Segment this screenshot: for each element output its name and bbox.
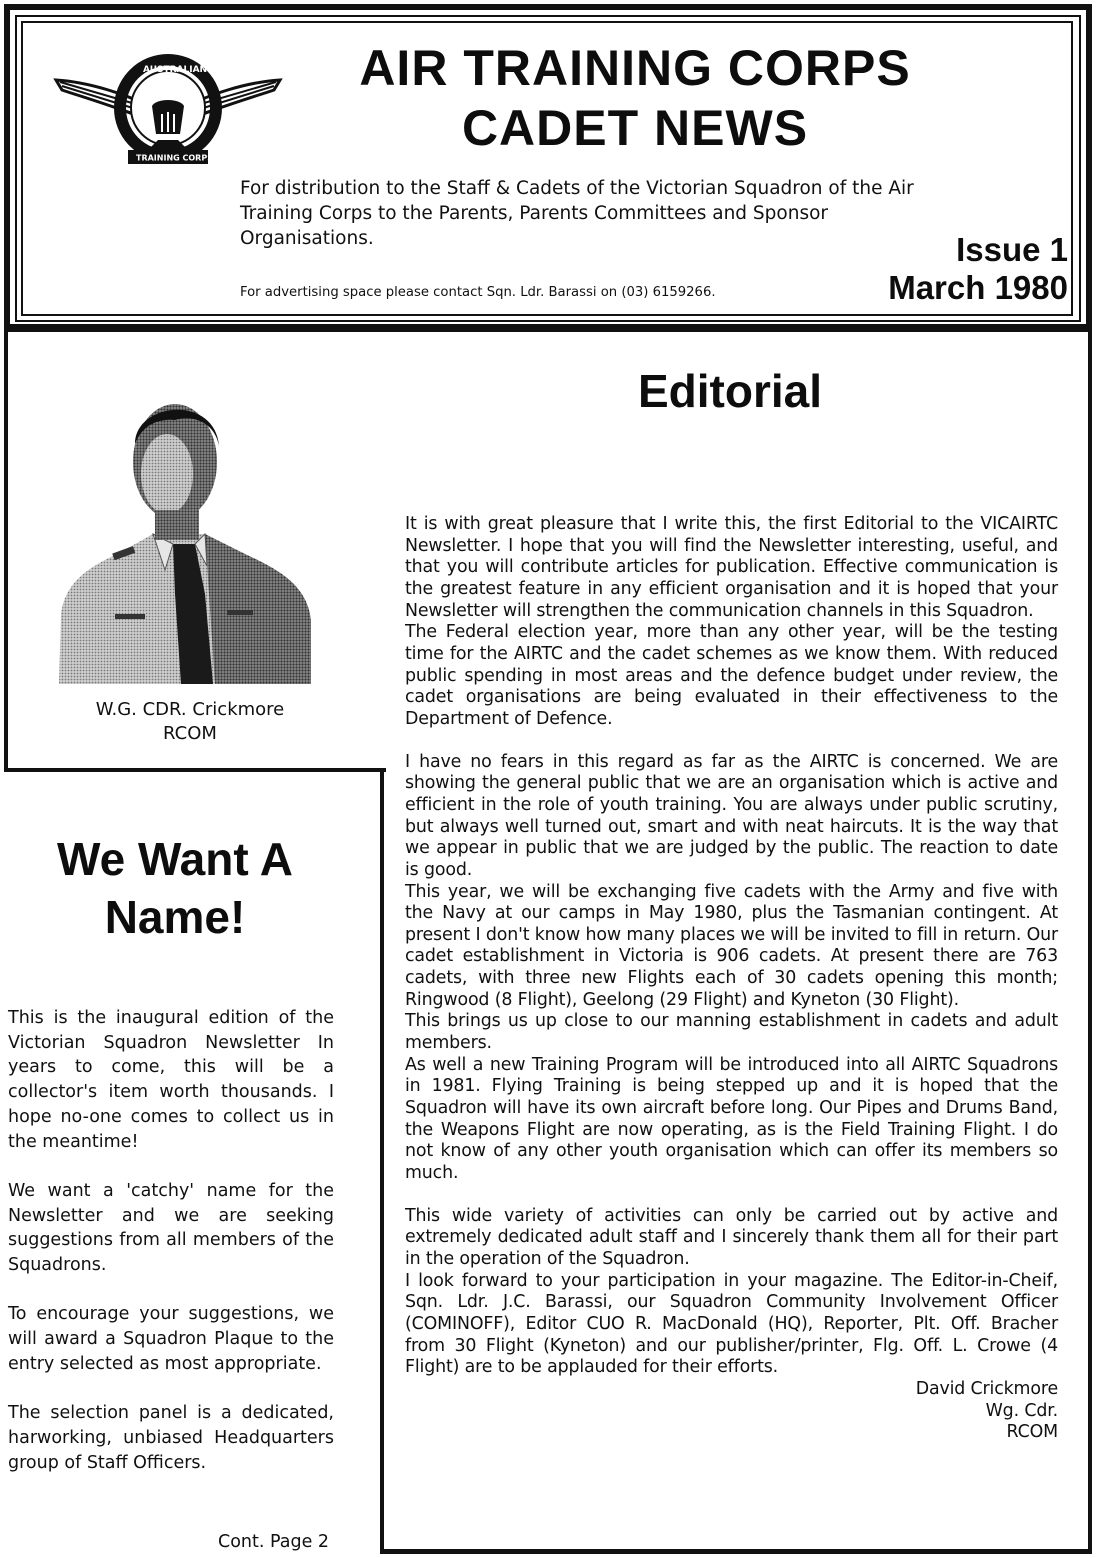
- raaf-training-corps-emblem: [48, 36, 288, 166]
- editorial-paragraph: This wide variety of activities can only be carried out by active and extremely dedicated adult staff and I sincerely thank them all for their part in the operation of the Squadron.: [405, 1205, 1058, 1269]
- headline-line-1: We Want A: [57, 833, 293, 885]
- title-line-2: CADET NEWS: [461, 100, 809, 156]
- editorial-body: [405, 514, 1058, 1444]
- editorial-paragraph: The Federal election year, more than any other year, will be the testing time for the AIRTC and the cadet schemes as we know them. With reduced public spending in most areas and the defence budget under review, the cadet organisations are being evaluated in their effectiveness to the Department of Defence.: [405, 622, 1058, 729]
- continued-on-page-link: Cont. Page 2: [218, 1532, 330, 1552]
- editorial-paragraph: This brings us up close to our manning establishment in cadets and adult members.: [405, 1011, 1058, 1054]
- eagle-wings-icon: [48, 36, 288, 166]
- editorial-paragraph: As well a new Training Program will be introduced into all AIRTC Squadrons in 1981. Flying Training is being stepped up and it is hoped that the Squadron will have its own aircraft before long. Our Pipes and Drums Band, the Weapons Flight are now operating, as is the Field Training Flight. I do not know of any other youth organisation which can offer its members so much.: [405, 1054, 1058, 1184]
- title-line-1: AIR TRAINING CORPS: [359, 40, 911, 96]
- headline-line-2: Name!: [104, 891, 246, 943]
- editorial-signature: [405, 1379, 1058, 1444]
- name-article-divider: [380, 770, 384, 1552]
- signature-name: David Crickmore: [915, 1378, 1058, 1399]
- editorial-paragraph: This year, we will be exchanging five cadets with the Army and five with the Navy at our camps in May 1980, plus the Tasmanian contingent. At present I don't know how many places we will be invited to fill in return. Our cadet establishment in Victoria is 906 cadets. At present there are 763 cadets, with three new Flights each of 30 cadets opening this month; Ringwood (8 Flight), Geelong (29 Flight) and Kyneton (30 Flight).: [405, 881, 1058, 1010]
- name-article-paragraph: We want a 'catchy' name for the Newsletter and we are seeking suggestions from all members of the Squadrons.: [8, 1180, 334, 1276]
- svg-text:TRAINING CORPS: TRAINING CORPS: [136, 153, 213, 163]
- name-article-paragraph: This is the inaugural edition of the Victorian Squadron Newsletter In years to come, this will be a collector's item worth thousands. I hope no-one comes to collect us in the meantime!: [8, 1008, 334, 1152]
- advertising-contact: For advertising space please contact Sqn. Ldr. Barassi on (03) 6159266.: [240, 285, 716, 300]
- svg-text:AUSTRALIAN: AUSTRALIAN: [143, 65, 208, 75]
- caption-name: W.G. CDR. Crickmore: [95, 699, 285, 720]
- issue-date: March 1980: [888, 269, 1068, 306]
- editorial-paragraph: I have no fears in this regard as far as the AIRTC is concerned. We are showing the general public that we are an organisation which is active and efficient in the role of youth training. You are always under public scrutiny, but always well turned out, smart and with neat haircuts. It is the way that we appear in public that we are judged by the public. The reaction to date is good.: [405, 751, 1058, 880]
- newsletter-title: [290, 38, 980, 158]
- name-article-paragraph: To encourage your suggestions, we will award a Squadron Plaque to the entry selected as most appropriate.: [8, 1304, 334, 1374]
- portrait-image: [55, 384, 315, 684]
- signature-role: RCOM: [1006, 1422, 1058, 1443]
- photo-caption: [40, 698, 340, 746]
- editorial-paragraph: It is with great pleasure that I write this, the first Editorial to the VICAIRTC Newsletter. I hope that you will find the Newsletter interesting, useful, and that you will contribute articles for publication. Effective communication is the greatest feature in any efficient organisation and it is hoped that your Newsletter will strengthen the communication channels in this Squadron.: [405, 514, 1058, 621]
- author-photo: [55, 384, 315, 684]
- caption-role: RCOM: [163, 723, 217, 744]
- name-article-body: [8, 1006, 334, 1475]
- name-article-headline: [10, 830, 340, 946]
- name-article-paragraph: The selection panel is a dedicated, harworking, unbiased Headquarters group of Staff Officers.: [8, 1403, 334, 1473]
- editorial-paragraph: I look forward to your participation in your magazine. The Editor-in-Cheif, Sqn. Ldr. J.C. Barassi, our Squadron Community Involvement Officer (COMINOFF), Editor CUO R. MacDonald (HQ), Reporter, Plt. Off. Bracher from 30 Flight (Kyneton) and our publisher/printer, Flg. Off. L. Crowe (4 Flight) are to be applauded for their efforts.: [405, 1270, 1058, 1378]
- issue-number: Issue 1: [956, 231, 1068, 268]
- distribution-statement: For distribution to the Staff & Cadets of the Victorian Squadron of the Air Training Corps to the Parents, Parents Committees and Sponsor Organisations.: [240, 178, 914, 249]
- signature-rank: Wg. Cdr.: [985, 1400, 1058, 1421]
- editorial-headline: Editorial: [637, 365, 823, 417]
